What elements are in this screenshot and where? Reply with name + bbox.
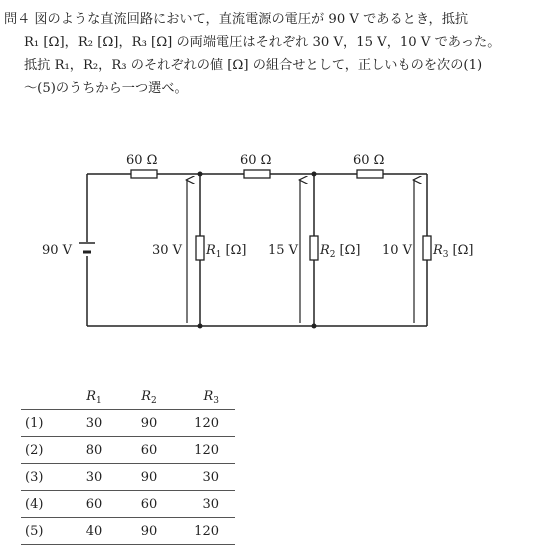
option-r2: 60 — [140, 496, 158, 512]
r3-letter: R — [433, 243, 443, 258]
question-line-4: ～(5)のうちから一つ選べ。 — [24, 81, 188, 96]
table-header-r2 — [123, 385, 175, 410]
series-resistor-1-label: 60 Ω — [126, 153, 158, 168]
table-row[interactable] — [21, 491, 235, 518]
r3-label — [432, 243, 473, 260]
question-line-1-text: 図のような直流回路において，直流電源の電圧が 90 V であるとき，抵抗 — [34, 12, 469, 27]
junction-dot — [198, 172, 203, 177]
battery-symbol — [79, 243, 95, 252]
option-r1: 80 — [85, 442, 103, 458]
r3-sub: 3 — [442, 250, 449, 260]
table-header-r3 — [175, 385, 235, 410]
r2-unit: [Ω] — [339, 243, 361, 258]
r2-voltage-label: 15 V — [268, 243, 299, 258]
table-header-blank — [21, 385, 65, 410]
resistor-r3 — [423, 236, 431, 260]
series-resistor-3-label: 60 Ω — [353, 153, 385, 168]
option-r3: 120 — [194, 415, 219, 431]
option-r2: 90 — [140, 469, 158, 485]
header-sub: 3 — [213, 395, 219, 406]
header-sub: 1 — [96, 395, 102, 406]
header-letter: R — [141, 388, 152, 404]
option-label: (5) — [25, 523, 44, 539]
r2-letter: R — [320, 243, 330, 258]
question-number: 問４ — [4, 12, 31, 27]
table-row[interactable] — [21, 464, 235, 491]
series-resistor-2-label: 60 Ω — [240, 153, 272, 168]
table-row[interactable] — [21, 437, 235, 464]
circuit-wires — [87, 174, 427, 326]
header-sub: 2 — [151, 395, 157, 406]
r1-sub: 1 — [215, 250, 222, 260]
table-header-r1 — [65, 385, 123, 410]
option-r3: 30 — [202, 469, 219, 485]
option-r3: 120 — [194, 442, 219, 458]
question-line-3: 抵抗 R₁，R₂，R₃ のそれぞれの値 [Ω] の組合せとして，正しいものを次の(1) — [24, 58, 483, 73]
header-letter: R — [203, 388, 214, 404]
option-r3: 120 — [194, 523, 219, 539]
answer-options-table — [21, 385, 235, 545]
table-row[interactable] — [21, 518, 235, 545]
r1-label — [205, 243, 246, 260]
r1-unit: [Ω] — [225, 243, 247, 258]
option-r3: 30 — [202, 496, 219, 512]
option-r1: 30 — [85, 415, 103, 431]
option-label: (4) — [25, 496, 44, 512]
option-r1: 30 — [85, 469, 103, 485]
series-resistor-1 — [131, 170, 157, 178]
option-r2: 60 — [140, 442, 158, 458]
resistor-r2 — [310, 236, 318, 260]
table-row[interactable] — [21, 410, 235, 437]
source-voltage-label: 90 V — [42, 243, 73, 258]
series-resistor-3 — [357, 170, 383, 178]
option-label: (3) — [25, 469, 44, 485]
table-header-row — [21, 385, 235, 410]
junction-dot — [312, 324, 317, 329]
junction-dot — [198, 324, 203, 329]
r3-unit: [Ω] — [452, 243, 474, 258]
header-letter: R — [86, 388, 97, 404]
option-label: (2) — [25, 442, 44, 458]
option-label: (1) — [25, 415, 44, 431]
question-line-2: R₁ [Ω]，R₂ [Ω]，R₃ [Ω] の両端電圧はそれぞれ 30 V，15 V，10 V であった。 — [24, 35, 501, 50]
option-r1: 40 — [85, 523, 103, 539]
series-resistor-2 — [244, 170, 270, 178]
r1-voltage-label: 30 V — [152, 243, 183, 258]
option-r2: 90 — [140, 523, 158, 539]
r2-sub: 2 — [329, 250, 336, 260]
option-r1: 60 — [85, 496, 103, 512]
r3-voltage-label: 10 V — [382, 243, 413, 258]
junction-dot — [312, 172, 317, 177]
resistor-r1 — [196, 236, 204, 260]
r1-letter: R — [206, 243, 216, 258]
option-r2: 90 — [140, 415, 158, 431]
r2-label — [319, 243, 360, 260]
